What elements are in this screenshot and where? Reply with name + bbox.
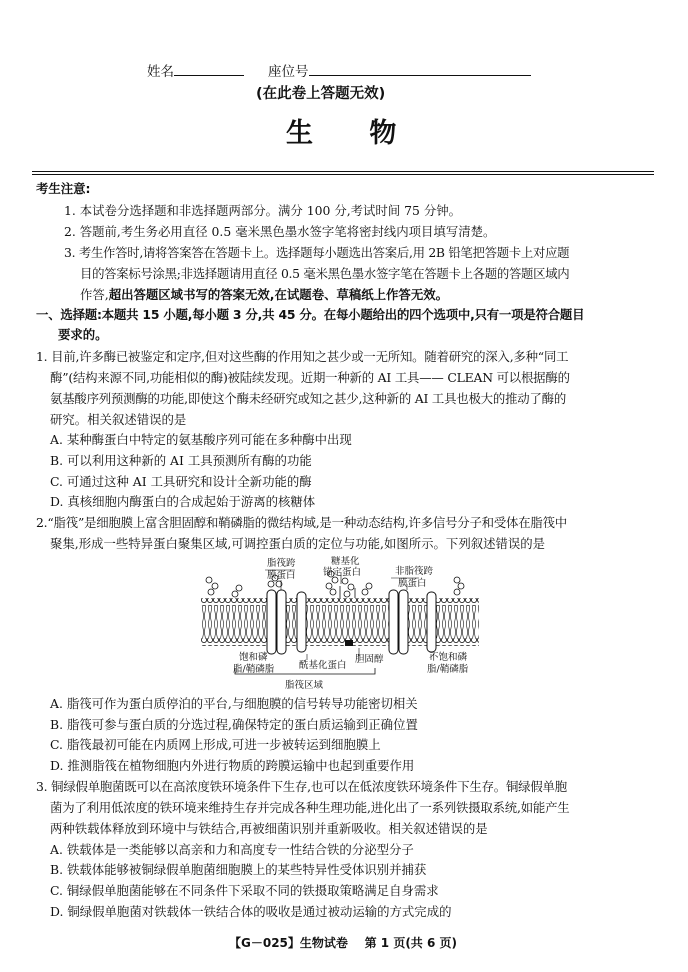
instruction-line: 目的答案标号涂黑;非选择题请用直径 0.5 毫米黑色墨水签字笔在答题卡上各题的答题区域内 [80,266,570,281]
q3-stem: 3. 铜绿假单胞菌既可以在高浓度铁环境条件下生存,也可以在低浓度铁环境条件下生存。铜绿假单胞 [36,779,567,794]
lipid-raft-diagram [195,556,485,694]
header-rule-bottom [32,174,654,175]
q3-option-d: D. 铜绿假单胞菌对铁载体一铁结合体的吸收是通过被动运输的方式完成的 [50,904,452,919]
inner-head-layer [201,638,479,646]
gpi-label-2: 锚定蛋白 [323,567,362,578]
raft-transmembrane-protein [267,590,286,654]
q3-stem: 菌为了利用低浓度的铁环境来维持生存并完成各种生理功能,进化出了一系列铁摄取系统,如能产生 [50,800,570,815]
instruction-line: 2. 答题前,考生务必用直径 0.5 毫米黑色墨水签字笔将密封线内项目填写清楚。 [64,224,496,239]
tail-layer-upper [201,606,479,622]
instructions-heading: 考生注意: [36,181,91,196]
q2-option-d: D. 推测脂筏在植物细胞内外进行物质的跨膜运输中也起到重要作用 [50,758,415,773]
instruction-bold: 超出答题区域书写的答案无效,在试题卷、草稿纸上作答无效。 [108,287,448,302]
q3-option-c: C. 铜绿假单胞菌能够在不同条件下采取不同的铁摄取策略满足自身需求 [50,883,439,898]
gpi-label-1: 糖基化 [331,556,360,567]
q2-option-a: A. 脂筏可作为蛋白质停泊的平台,与细胞膜的信号转导功能密切相关 [50,696,418,711]
q2-option-b: B. 脂筏可参与蛋白质的分选过程,确保特定的蛋白质运输到正确位置 [50,717,418,732]
seat-blank[interactable] [309,62,531,76]
q3-option-b: B. 铁载体能够被铜绿假单胞菌细胞膜上的某些特异性受体识别并捕获 [50,862,427,877]
name-field [147,62,244,80]
q2-stem: 2.“脂筏”是细胞膜上富含胆固醇和鞘磷脂的微结构域,是一种动态结构,许多信号分子和受体在脂筏中 [36,515,567,530]
section-heading: 一、选择题:本题共 15 小题,每小题 3 分,共 45 分。在每小题给出的四个选项中,只有一项是符合题目 [36,307,585,322]
raft-protein-label-1: 脂筏跨 [267,558,296,569]
q1-stem: 1. 目前,许多酶已被鉴定和定序,但对这些酶的作用知之甚少或一无所知。随着研究的深入,多种“同工 [36,349,569,364]
page-footer: 【G－025】生物试卷 第 1 页(共 6 页) [229,936,457,950]
unsaturated-label-1: 不饱和磷 [429,652,468,663]
tail-layer-lower [201,622,479,638]
q1-option-c: C. 可通过这种 AI 工具研究和设计全新功能的酶 [50,474,312,489]
raft-region-label: 脂筏区域 [285,680,324,691]
name-blank[interactable] [174,62,244,76]
q2-stem: 聚集,形成一些特异蛋白聚集区域,可调控蛋白质的定位与功能,如图所示。下列叙述错误的是 [50,536,546,551]
name-label: 姓名 [147,64,174,80]
q1-option-a: A. 某种酶蛋白中特定的氨基酸序列可能在多种酶中出现 [50,432,352,447]
nonraft-label-2: 膜蛋白 [398,578,427,589]
q1-option-b: B. 可以利用这种新的 AI 工具预测所有酶的功能 [50,453,312,468]
q2-option-c: C. 脂筏最初可能在内质网上形成,可进一步被转运到细胞膜上 [50,737,381,752]
nonraft-label-1: 非脂筏跨 [395,566,434,577]
cholesterol-label: 胆固醇 [355,654,384,665]
acyl-label: 酰基化蛋白 [299,660,347,671]
q1-stem: 研究。相关叙述错误的是 [50,412,187,427]
saturated-label-2: 脂/鞘磷脂 [233,664,275,675]
seat-field [268,62,531,80]
section-heading-cont: 要求的。 [58,327,108,342]
seat-label: 座位号 [268,64,309,80]
instruction-text: 作答, [80,287,109,302]
unsaturated-label-2: 脂/鞘磷脂 [427,664,469,675]
q1-stem: 氨基酸序列预测酶的功能,即使这个酶未经研究或知之甚少,这种新的 AI 工具也极大的推动了酶的 [50,391,567,406]
notice: (在此卷上答题无效) [256,86,386,102]
header-rule-top [32,171,654,172]
instruction-line-last [80,287,448,303]
outer-head-layer [201,598,479,606]
page-title: 生 物 [286,118,397,149]
raft-protein-2 [297,592,306,652]
q3-stem: 两种铁载体释放到环境中与铁结合,再被细菌识别并重新吸收。相关叙述错误的是 [50,821,488,836]
cholesterol-mark [345,640,353,646]
q1-option-d: D. 真核细胞内酶蛋白的合成起始于游离的核糖体 [50,494,316,509]
saturated-label-1: 饱和磷 [239,652,268,663]
instruction-line: 1. 本试卷分选择题和非选择题两部分。满分 100 分,考试时间 75 分钟。 [64,203,462,218]
raft-protein-label-2: 膜蛋白 [267,570,296,581]
instruction-line: 3. 考生作答时,请将答案答在答题卡上。选择题每小题选出答案后,用 2B 铅笔把答题卡上对应题 [64,245,570,260]
q3-option-a: A. 铁载体是一类能够以高亲和力和高度专一性结合铁的分泌型分子 [50,842,414,857]
q1-stem: 酶”(结构来源不同,功能相似的酶)被陆续发现。近期一种新的 AI 工具—— CLEAN 可以根据酶的 [50,370,570,385]
